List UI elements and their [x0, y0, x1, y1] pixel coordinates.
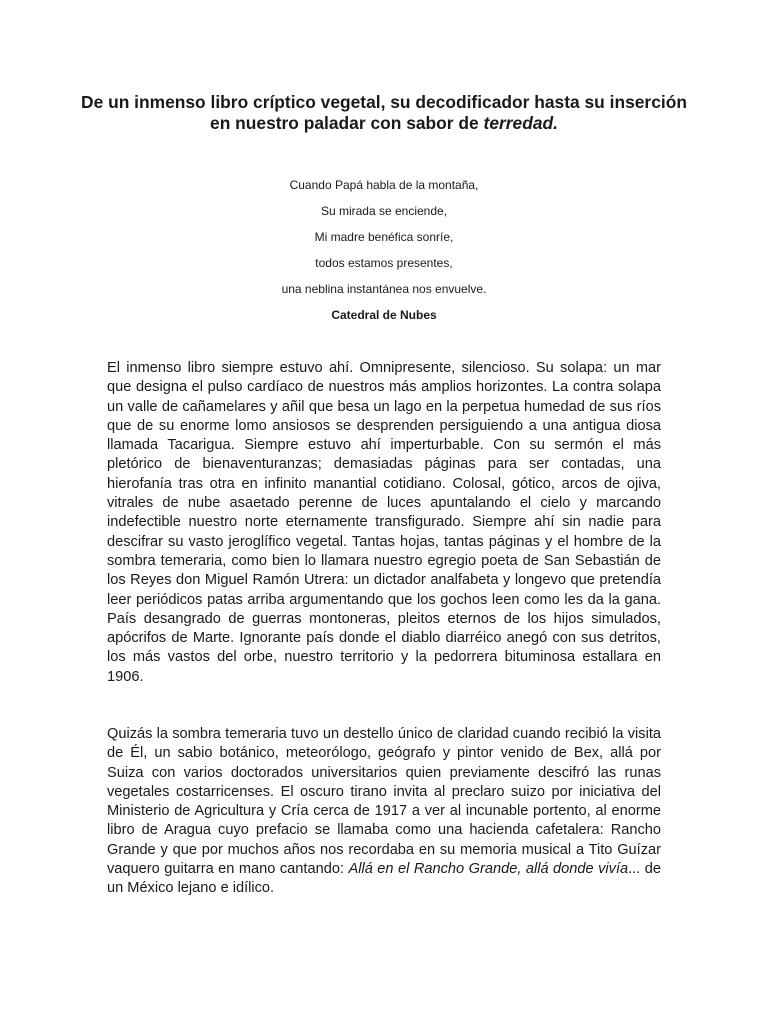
- paragraph-1: El inmenso libro siempre estuvo ahí. Omnipresente, silencioso. Su solapa: un mar que designa el pulso cardíaco de nuestros más amplios horizontes. La contra solapa un valle de cañamelares y añil que besa un lago en la perpetua humedad de sus ríos que de su enorme lomo ansiosos se desprenden persiguiendo a una antigua diosa llamada Tacarigua. Siempre estuvo ahí imperturbable. Con su sermón el más pletórico de bienaventuranzas; demasiadas páginas para ser contadas, una hierofanía tras otra en infinito manantial cotidiano. Colosal, gótico, arcos de ojiva, vitrales de nube asaetado perenne de luces apuntalando el cielo y marcando indefectible nuestro norte eternamente transfigurado. Siempre ahí sin nadie para descifrar su vasto jeroglífico vegetal. Tantas hojas, tantas páginas y el hombre de la sombra temeraria, como bien lo llamara nuestro egregio poeta de San Sebastián de los Reyes don Miguel Ramón Utrera: un dictador analfabeta y longevo que pretendía leer periódicos patas arriba argumentando que los gochos leen como les da la gana. País desangrado de guerras montoneras, pleitos eternos de los hijos simulados, apócrifos de Marte. Ignorante país donde el diablo diarréico anegó con sus detritos, los más vastos del orbe, nuestro territorio y la pedorrera bituminosa estallara en 1906.: [107, 360, 661, 685]
- epigraph: [180, 172, 588, 328]
- paragraph-2-text: Quizás la sombra temeraria tuvo un destello único de claridad cuando recibió la visita de Él, un sabio botánico, meteorólogo, geógrafo y pintor venido de Bex, allá por Suiza con varios doctorados universitarios quien previamente descifró las runas vegetales costarricenses. El oscuro tirano invita al preclaro suizo por iniciativa del Ministerio de Agricultura y Cría cerca de 1917 a ver al incunable portento, al enorme libro de Aragua cuyo prefacio se llamaba como una hacienda cafetalera: Rancho Grande y que por muchos años nos recordaba en su memoria musical a Tito Guízar vaquero guitarra en mano cantando:: [107, 726, 661, 878]
- paragraph-2: [107, 725, 661, 899]
- epigraph-line: Cuando Papá habla de la montaña,: [289, 178, 479, 192]
- paragraph-2-ending: ... de un México lejano e idílico.: [107, 861, 662, 897]
- epigraph-line: todos estamos presentes,: [315, 256, 453, 270]
- epigraph-line: Mi madre benéfica sonríe,: [314, 230, 454, 244]
- epigraph-source: Catedral de Nubes: [331, 308, 437, 322]
- song-quote: Allá en el Rancho Grande, allá donde vivía: [348, 861, 629, 878]
- title-emphasis: terredad.: [483, 113, 558, 133]
- epigraph-line: una neblina instantánea nos envuelve.: [281, 282, 487, 296]
- title-main: De un inmenso libro críptico vegetal, su decodificador hasta su inserción en nuestro paladar con sabor de: [81, 92, 687, 133]
- epigraph-line: Su mirada se enciende,: [320, 204, 448, 218]
- document-title: [80, 92, 688, 134]
